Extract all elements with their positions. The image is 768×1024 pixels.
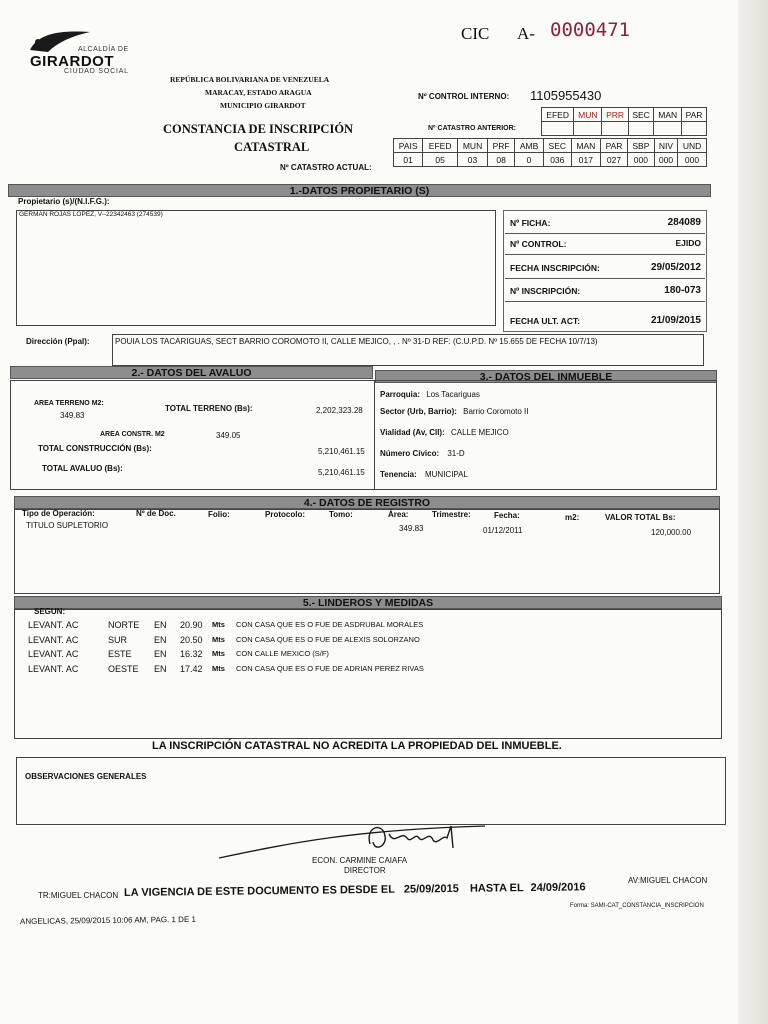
catastro-actual-header: SEC bbox=[543, 139, 571, 153]
control-label: Nº CONTROL: bbox=[510, 239, 567, 249]
girardot-logo bbox=[24, 26, 149, 76]
registro-header-area: Área: bbox=[388, 510, 409, 519]
lindero-desc: CON CASA QUE ES O FUE DE ADRIAN PEREZ RIVAS bbox=[236, 663, 424, 673]
direccion-box bbox=[112, 334, 704, 366]
lindero-u: Mts bbox=[212, 663, 225, 673]
lindero-tipo: LEVANT. AC bbox=[28, 634, 79, 645]
owner-label: Propietario (s)/(N.I.F.G.): bbox=[18, 197, 110, 206]
prev-cell bbox=[574, 122, 602, 136]
cic-series: A- bbox=[517, 24, 535, 43]
parroquia-value: Los Tacariguas bbox=[426, 390, 480, 399]
prev-header: MAN bbox=[654, 108, 682, 122]
lindero-u: Mts bbox=[212, 620, 225, 629]
vialidad-label: Vialidad (Av, Cll): bbox=[380, 428, 445, 437]
cic-prefix: CIC bbox=[461, 24, 490, 43]
lindero-m: 20.50 bbox=[180, 634, 203, 645]
lindero-tipo: LEVANT. AC bbox=[28, 620, 79, 630]
forma-code: Forma: SAMI-CAT_CONSTANCIA_INSCRIPCION bbox=[570, 903, 704, 909]
gov-line2: MARACAY, ESTADO ARAGUA bbox=[205, 88, 312, 97]
catastro-actual-value: 0 bbox=[515, 153, 544, 167]
ficha-label: Nº FICHA: bbox=[510, 218, 551, 228]
lindero-desc: CON CALLE MEXICO (S/F) bbox=[236, 649, 329, 658]
total-construccion-label: TOTAL CONSTRUCCIÓN (Bs): bbox=[38, 444, 152, 453]
catastro-actual-value: 01 bbox=[394, 153, 423, 167]
sector-label: Sector (Urb, Barrio): bbox=[380, 407, 457, 416]
registro-area-value: 349.83 bbox=[399, 524, 424, 533]
lindero-u: Mts bbox=[212, 649, 225, 658]
vigencia-text-b: HASTA EL bbox=[469, 882, 524, 895]
vigencia-text-a: LA VIGENCIA DE ESTE DOCUMENTO ES DESDE EL bbox=[123, 883, 395, 899]
catastro-actual-header: PRF bbox=[488, 139, 515, 153]
registro-tipo-value: TITULO SUPLETORIO bbox=[26, 521, 109, 530]
prev-header: PRR bbox=[602, 108, 628, 122]
prev-cell bbox=[654, 122, 682, 136]
prev-header: MUN bbox=[574, 108, 602, 122]
catastro-actual-value: 03 bbox=[457, 153, 487, 167]
section-2-header: 2.- DATOS DEL AVALUO bbox=[10, 366, 373, 379]
lindero-m: 20.90 bbox=[180, 620, 203, 630]
gov-line3: MUNICIPIO GIRARDOT bbox=[220, 101, 306, 110]
catastro-actual-header: MUN bbox=[457, 139, 487, 153]
catastro-actual-value: 08 bbox=[488, 153, 515, 167]
printed-info: ANGELICAS, 25/09/2015 10:06 AM, PAG. 1 DE 1 bbox=[19, 914, 196, 926]
cic-number: 0000471 bbox=[550, 19, 631, 41]
lindero-desc: CON CASA QUE ES O FUE DE ASDRUBAL MORALES bbox=[236, 620, 424, 629]
fecha-ult-act-value: 21/09/2015 bbox=[650, 315, 701, 326]
av-name: AV:MIGUEL CHACON bbox=[628, 876, 708, 885]
catastro-actual-value: 036 bbox=[543, 153, 571, 167]
registro-header-valor: VALOR TOTAL Bs: bbox=[605, 513, 676, 522]
registro-header-trimestre: Trimestre: bbox=[432, 510, 471, 519]
fecha-ult-act-row bbox=[505, 309, 705, 332]
numero-civico-label: Número Cívico: bbox=[380, 449, 440, 458]
lindero-m: 17.42 bbox=[180, 663, 203, 674]
lindero-tipo: LEVANT. AC bbox=[28, 663, 79, 674]
registro-header-tipo: Tipo de Operación: bbox=[22, 509, 95, 518]
lindero-en: EN bbox=[154, 663, 167, 674]
logo-line3: CIUDAD SOCIAL bbox=[64, 68, 129, 75]
catastro-actual-header: PAR bbox=[601, 139, 628, 153]
section-divider bbox=[374, 380, 375, 490]
gov-line1: REPÚBLICA BOLIVARIANA DE VENEZUELA bbox=[170, 75, 330, 84]
lindero-dir: OESTE bbox=[108, 663, 139, 674]
catastro-actual-value: 000 bbox=[627, 153, 654, 167]
registro-fecha-value: 01/12/2011 bbox=[483, 526, 523, 535]
total-construccion-value: 5,210,461.15 bbox=[318, 447, 365, 456]
catastro-actual-value: 000 bbox=[654, 153, 677, 167]
owner-box bbox=[16, 210, 496, 326]
lindero-en: EN bbox=[154, 634, 167, 645]
total-terreno-value: 2,202,323.28 bbox=[316, 406, 363, 415]
logo-line1: ALCALDÍA DE bbox=[78, 46, 129, 53]
catastro-actual-header: EFED bbox=[423, 139, 458, 153]
logo-line2: GIRARDOT bbox=[30, 53, 114, 70]
control-value: EJIDO bbox=[675, 238, 701, 248]
vialidad-value: CALLE MEJICO bbox=[450, 428, 509, 437]
sector-value: Barrio Coromoto II bbox=[463, 407, 529, 416]
catastro-anterior-label: Nº CATASTRO ANTERIOR: bbox=[428, 125, 516, 132]
catastro-actual-header: PAIS bbox=[394, 139, 423, 153]
vigencia-from: 25/09/2015 bbox=[403, 882, 459, 896]
catastro-actual-value: 027 bbox=[601, 153, 628, 167]
parroquia-row bbox=[380, 390, 480, 399]
signer-title: DIRECTOR bbox=[344, 866, 386, 875]
catastro-actual-grid bbox=[393, 138, 707, 167]
catastro-actual-value: 05 bbox=[423, 153, 458, 167]
owner-value: GERMAN ROJAS LOPEZ, V--22342463 (274539) bbox=[19, 211, 163, 218]
lindero-dir: SUR bbox=[108, 634, 128, 645]
registro-valor-value: 120,000.00 bbox=[651, 528, 692, 537]
prev-cell bbox=[681, 122, 706, 136]
fecha-inscripcion-label: FECHA INSCRIPCIÓN: bbox=[510, 263, 600, 273]
area-constr-label: AREA CONSTR. M2 bbox=[100, 431, 165, 438]
direccion-value: POUIA LOS TACARIGUAS, SECT BARRIO COROMOTO II, CALLE MEJICO, , . Nº 31-D REF: (C.U.P.D. Nº 15.655 DE FECHA 10/7/13) bbox=[115, 337, 598, 346]
lindero-u: Mts bbox=[212, 634, 225, 644]
registro-header-fecha: Fecha: bbox=[494, 511, 520, 520]
prev-cell bbox=[628, 122, 654, 136]
segun-label: SEGUN: bbox=[34, 607, 66, 616]
registro-header-m2: m2: bbox=[565, 513, 580, 522]
lindero-en: EN bbox=[154, 620, 167, 630]
prev-cell bbox=[542, 122, 574, 136]
section-5-header: 5.- LINDEROS Y MEDIDAS bbox=[14, 596, 722, 609]
parroquia-label: Parroquia: bbox=[380, 390, 421, 399]
doc-title-line2: CATASTRAL bbox=[234, 140, 310, 154]
catastro-actual-header: SBP bbox=[627, 139, 654, 153]
catastro-actual-header: NIV bbox=[654, 139, 677, 153]
fecha-ult-act-label: FECHA ULT. ACT: bbox=[510, 316, 581, 326]
lindero-dir: ESTE bbox=[108, 649, 132, 659]
registro-header-tomo: Tomo: bbox=[329, 510, 353, 519]
tr-name: TR:MIGUEL CHACON bbox=[38, 891, 119, 900]
registro-header-protocolo: Protocolo: bbox=[265, 510, 305, 519]
numero-civico-value: 31-D bbox=[447, 449, 465, 458]
section-4-header: 4.- DATOS DE REGISTRO bbox=[14, 496, 720, 509]
area-constr-value: 349.05 bbox=[216, 431, 241, 440]
control-row bbox=[505, 232, 705, 255]
control-interno-label: Nº CONTROL INTERNO: bbox=[418, 92, 510, 101]
inscripcion-value: 180-073 bbox=[664, 285, 701, 296]
vigencia-to: 24/09/2016 bbox=[530, 881, 586, 895]
doc-title-line1: CONSTANCIA DE INSCRIPCIÓN bbox=[163, 122, 354, 136]
lindero-m: 16.32 bbox=[180, 649, 203, 659]
catastro-actual-label: Nº CATASTRO ACTUAL: bbox=[280, 163, 372, 172]
direccion-label: Dirección (Ppal): bbox=[26, 337, 90, 346]
prev-header: PAR bbox=[681, 108, 706, 122]
prev-cell bbox=[602, 122, 628, 136]
catastro-actual-header: AMB bbox=[515, 139, 544, 153]
numero-civico-row bbox=[380, 449, 465, 458]
ficha-row bbox=[505, 211, 705, 234]
section-3-header: 3.- DATOS DEL INMUEBLE bbox=[375, 370, 717, 383]
vialidad-row bbox=[380, 428, 509, 437]
area-terreno-value: 349.83 bbox=[60, 411, 85, 420]
catastro-actual-header: MAN bbox=[571, 139, 601, 153]
sector-row bbox=[380, 407, 529, 416]
fecha-inscripcion-value: 29/05/2012 bbox=[650, 262, 701, 273]
vigencia-line bbox=[124, 881, 586, 899]
control-interno-value: 1105955430 bbox=[530, 88, 602, 103]
lindero-dir: NORTE bbox=[108, 620, 140, 630]
lindero-en: EN bbox=[154, 649, 167, 659]
registro-header-doc: Nº de Doc. bbox=[136, 509, 176, 518]
lindero-desc: CON CASA QUE ES O FUE DE ALEXIS SOLORZANO bbox=[236, 634, 420, 644]
tenencia-label: Tenencia: bbox=[380, 470, 417, 479]
total-avaluo-label: TOTAL AVALUO (Bs): bbox=[42, 464, 123, 473]
tenencia-value: MUNICIPAL bbox=[424, 470, 468, 479]
tenencia-row bbox=[380, 470, 468, 479]
area-terreno-label: AREA TERRENO M2: bbox=[34, 400, 104, 407]
ficha-value: 284089 bbox=[667, 217, 701, 228]
total-avaluo-value: 5,210,461.15 bbox=[318, 468, 365, 477]
inscripcion-label: Nº INSCRIPCIÓN: bbox=[510, 286, 581, 296]
observaciones-label: OBSERVACIONES GENERALES bbox=[25, 772, 147, 781]
registro-header-folio: Folio: bbox=[208, 510, 230, 519]
catastro-actual-value: 000 bbox=[678, 153, 707, 167]
fecha-inscripcion-row bbox=[505, 256, 705, 279]
signer-name: ECON. CARMINE CAIAFA bbox=[312, 856, 408, 865]
lindero-tipo: LEVANT. AC bbox=[28, 649, 79, 659]
catastro-anterior-grid bbox=[541, 107, 707, 136]
catastro-actual-header: UND bbox=[678, 139, 707, 153]
paper-edge-shadow bbox=[738, 0, 768, 1024]
prev-header: SEC bbox=[628, 108, 654, 122]
disclaimer: LA INSCRIPCIÓN CATASTRAL NO ACREDITA LA PROPIEDAD DEL INMUEBLE. bbox=[152, 740, 562, 752]
inscripcion-row bbox=[505, 279, 705, 302]
section-1-header: 1.-DATOS PROPIETARIO (S) bbox=[8, 184, 711, 197]
catastro-actual-value: 017 bbox=[571, 153, 601, 167]
prev-header: EFED bbox=[542, 108, 574, 122]
total-terreno-label: TOTAL TERRENO (Bs): bbox=[165, 404, 253, 413]
